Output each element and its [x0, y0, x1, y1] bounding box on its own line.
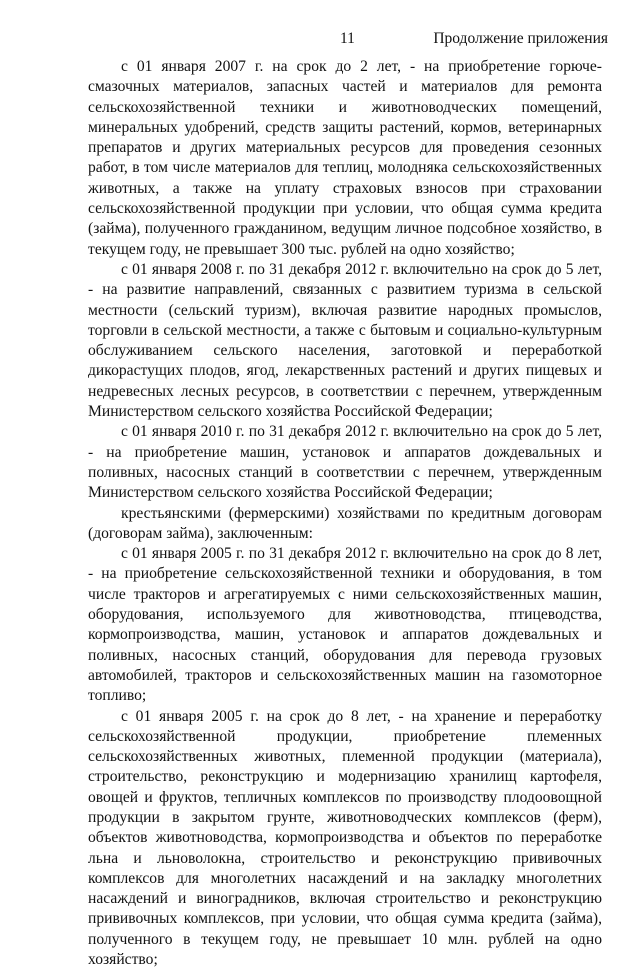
paragraph-machinery-2005: с 01 января 2005 г. по 31 декабря 2012 г. включительно на срок до 8 лет, - на приобретение сельскохозяйственной техники и оборудования, в том числе тракторов и агрегатируемых с ними сельскохозяйственных машин, оборудования, используемого для животноводства, птицеводства, кормопроизводства, машин, установок и аппаратов дождевальных и поливных, насосных станций, оборудования для перевода грузовых автомобилей, тракторов и сельскохозяйственных машин на газомоторное топливо; [88, 544, 602, 706]
paragraph-rural-tourism-2008: с 01 января 2008 г. по 31 декабря 2012 г. включительно на срок до 5 лет, - на развитие направлений, связанных с развитием туризма в сельской местности (сельский туризм), включая развитие народных промыслов, торговли в сельской местности, а также с бытовым и социально-культурным обслуживанием сельского населения, заготовкой и переработкой дикорастущих плодов, ягод, лекарственных растений и других пищевых и недревесных лесных ресурсов, в соответствии с перечнем, утвержденным Министерством сельского хозяйства Российской Федерации; [88, 260, 602, 422]
header-title: Продолжение приложения [433, 30, 608, 48]
paragraph-household-2007: с 01 января 2007 г. на срок до 2 лет, - на приобретение горюче-смазочных материалов, запасных частей и материалов для ремонта сельскохозяйственной техники и животноводческих помещений, минеральных удобрений, средств защиты растений, кормов, ветеринарных препаратов и других материальных ресурсов для проведения сезонных работ, в том числе материалов для теплиц, молодняка сельскохозяйственных животных, а также на уплату страховых взносов при страховании сельскохозяйственной продукции при условии, что общая сумма кредита (займа), полученного гражданином, ведущим личное подсобное хозяйство, в текущем году, не превышает 300 тыс. рублей на одно хозяйство; [88, 57, 602, 260]
page-number: 11 [340, 30, 355, 48]
document-body [88, 57, 602, 970]
page-header [88, 30, 608, 50]
paragraph-irrigation-2010: с 01 января 2010 г. по 31 декабря 2012 г. включительно на срок до 5 лет, - на приобретение машин, установок и аппаратов дождевальных и поливных, насосных станций в соответствии с перечнем, утвержденным Министерством сельского хозяйства Российской Федерации; [88, 422, 602, 503]
paragraph-processing-2005: с 01 января 2005 г. на срок до 8 лет, - на хранение и переработку сельскохозяйственной продукции, приобретение племенных сельскохозяйственных животных, племенной продукции (материала), строительство, реконструкцию и модернизацию хранилищ картофеля, овощей и фруктов, тепличных комплексов по производству плодоовощной продукции в закрытом грунте, животноводческих комплексов (ферм), объектов животноводства, кормопроизводства и объектов по переработке льна и льноволокна, строительство и реконструкцию прививочных комплексов для многолетних насаждений и на закладку многолетних насаждений и виноградников, включая строительство и реконструкцию прививочных комплексов, при условии, что общая сумма кредита (займа), полученного в текущем году, не превышает 10 млн. рублей на одно хозяйство; [88, 707, 602, 970]
paragraph-farm-contracts: крестьянскими (фермерскими) хозяйствами по кредитным договорам (договорам займа), заключенным: [88, 504, 602, 545]
